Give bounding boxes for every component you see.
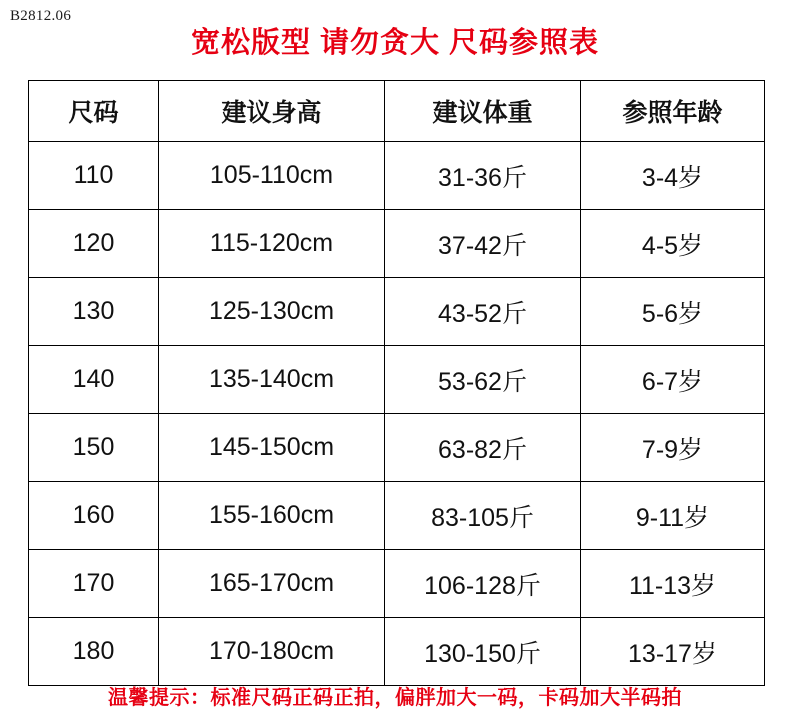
sku-code: B2812.06	[10, 8, 72, 24]
table-row	[29, 142, 765, 210]
table-row	[29, 550, 765, 618]
cell-age: 3-4岁	[581, 142, 765, 210]
cell-height: 145-150cm	[159, 414, 385, 482]
cell-age: 13-17岁	[581, 618, 765, 686]
page-title: 宽松版型 请勿贪大 尺码参照表	[190, 27, 600, 59]
cell-weight: 83-105斤	[385, 482, 581, 550]
cell-size: 150	[29, 414, 159, 482]
cell-height: 135-140cm	[159, 346, 385, 414]
cell-weight: 106-128斤	[385, 550, 581, 618]
cell-height: 125-130cm	[159, 278, 385, 346]
cell-height: 105-110cm	[159, 142, 385, 210]
cell-size: 180	[29, 618, 159, 686]
table-row	[29, 414, 765, 482]
cell-weight: 130-150斤	[385, 618, 581, 686]
table-head	[29, 81, 765, 142]
cell-age: 6-7岁	[581, 346, 765, 414]
cell-age: 9-11岁	[581, 482, 765, 550]
cell-weight: 31-36斤	[385, 142, 581, 210]
size-table	[28, 80, 765, 686]
cell-size: 140	[29, 346, 159, 414]
table-row	[29, 618, 765, 686]
cell-age: 4-5岁	[581, 210, 765, 278]
cell-size: 130	[29, 278, 159, 346]
table-row	[29, 482, 765, 550]
column-header-age: 参照年龄	[581, 81, 765, 142]
size-table-container	[28, 80, 764, 686]
column-header-height: 建议身高	[159, 81, 385, 142]
table-header-row	[29, 81, 765, 142]
cell-size: 120	[29, 210, 159, 278]
cell-weight: 37-42斤	[385, 210, 581, 278]
cell-age: 11-13岁	[581, 550, 765, 618]
column-header-size: 尺码	[29, 81, 159, 142]
cell-size: 160	[29, 482, 159, 550]
cell-weight: 63-82斤	[385, 414, 581, 482]
footer-note: 温馨提示：标准尺码正码正拍，偏胖加大一码，卡码加大半码拍	[108, 687, 682, 709]
table-row	[29, 346, 765, 414]
cell-size: 170	[29, 550, 159, 618]
table-body	[29, 142, 765, 686]
cell-weight: 43-52斤	[385, 278, 581, 346]
table-row	[29, 210, 765, 278]
cell-age: 5-6岁	[581, 278, 765, 346]
cell-height: 115-120cm	[159, 210, 385, 278]
table-row	[29, 278, 765, 346]
cell-height: 165-170cm	[159, 550, 385, 618]
cell-height: 155-160cm	[159, 482, 385, 550]
column-header-weight: 建议体重	[385, 81, 581, 142]
cell-height: 170-180cm	[159, 618, 385, 686]
cell-age: 7-9岁	[581, 414, 765, 482]
cell-weight: 53-62斤	[385, 346, 581, 414]
cell-size: 110	[29, 142, 159, 210]
